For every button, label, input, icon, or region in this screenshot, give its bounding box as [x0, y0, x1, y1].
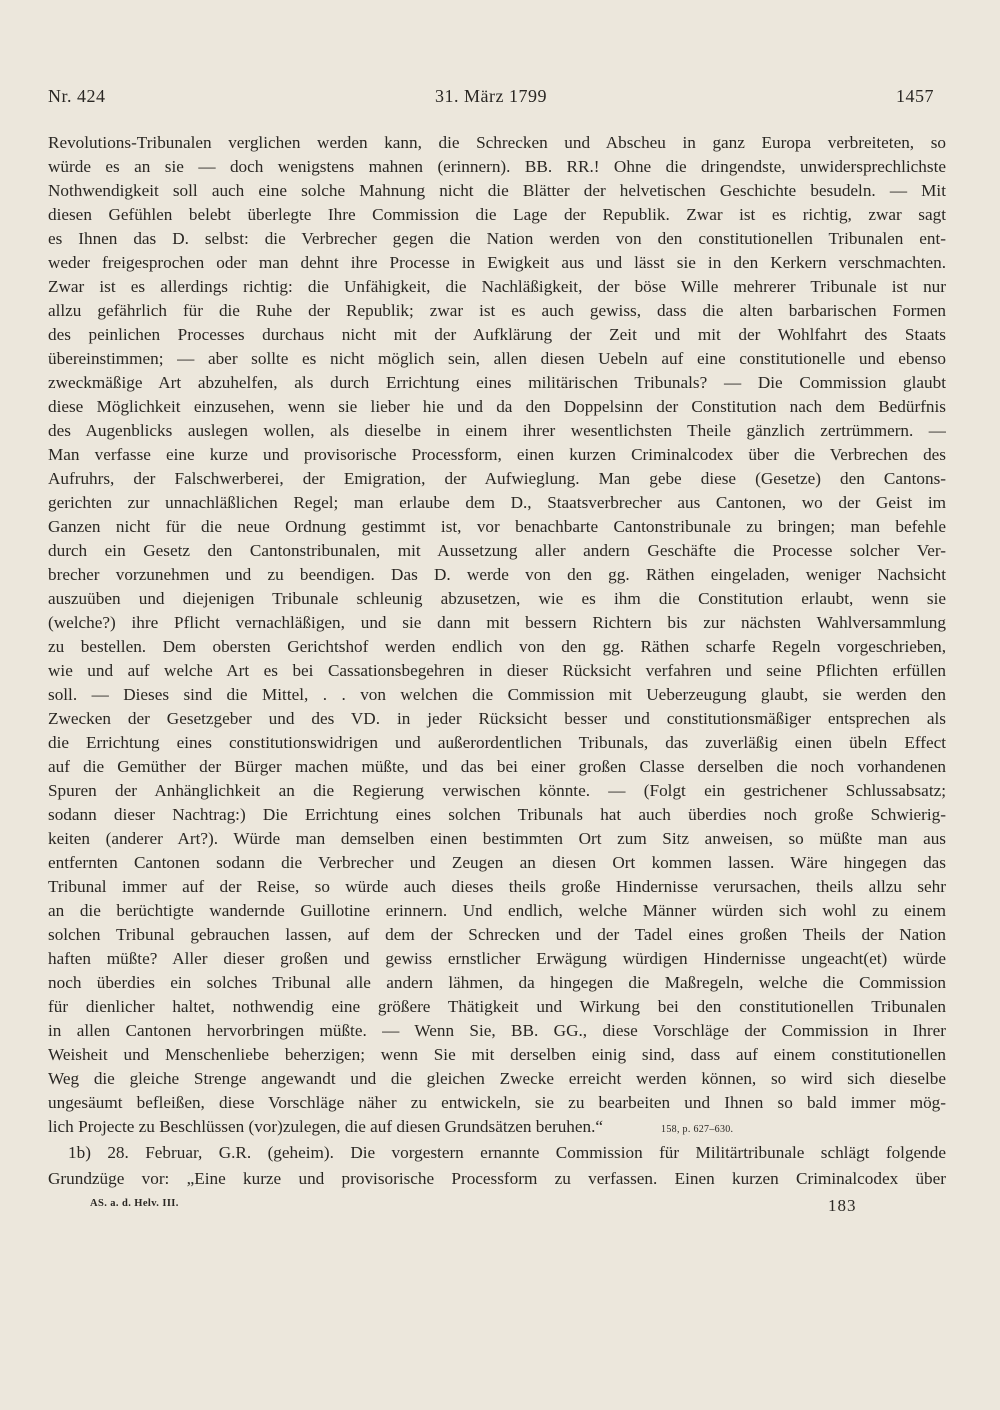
text-line-content: Grundzüge vor: „Eine kurze und provisorische Processform zu verfassen. Einen kurzen Criminalcodex über: [48, 1169, 946, 1188]
text-line: [48, 971, 946, 995]
text-line: [48, 299, 946, 323]
text-line: [48, 995, 946, 1019]
page-header: [48, 86, 934, 116]
text-line-content: lich Projecte zu Beschlüssen (vor)zulegen, die auf diesen Grundsätzen beruhen.“: [48, 1117, 604, 1136]
footer-sheet-number: 183: [828, 1196, 857, 1215]
text-line: [48, 179, 946, 203]
text-line: [48, 275, 946, 299]
text-line-content: würde es an sie — doch wenigstens mahnen (erinnern). BB. RR.! Ohne die dringendste, unwidersprechlichste: [48, 157, 946, 176]
text-line: [48, 371, 946, 395]
text-line-content: es Ihnen das D. selbst: die Verbrecher gegen die Nation werden von den constitutionellen Tribunalen ent-: [48, 229, 946, 248]
text-line: [48, 707, 946, 731]
text-line-content: auszuüben und diejenigen Tribunale schleunig abzusetzen, wie es ihm die Constitution erlaubt, wenn sie: [48, 589, 946, 608]
text-line: [48, 779, 946, 803]
text-line-content: soll. — Dieses sind die Mittel, . . von welchen die Commission mit Ueberzeugung glaubt, sie werden den: [48, 685, 946, 704]
text-line: [48, 395, 946, 419]
text-line: [48, 1019, 946, 1043]
text-line-content: allzu gefährlich für die Ruhe der Republik; zwar ist es auch gewiss, dass die alten barbarischen Formen: [48, 301, 946, 320]
text-line-content: sodann dieser Nachtrag:) Die Errichtung eines solchen Tribunals hat auch überdies noch große Schwierig-: [48, 805, 946, 824]
text-line-content: des Augenblicks auslegen wollen, als dieselbe in einem ihrer wesentlichsten Theile gänzlich zertrümmern. —: [48, 421, 946, 440]
text-line-content: diese Möglichkeit einzusehen, wenn sie lieber hie und da den Doppelsinn der Constitution nach dem Bedürfnis: [48, 397, 946, 416]
text-line-content: noch überdies ein solches Tribunal alle andern lähmen, da hingegen die Maßregeln, welche die Commission: [48, 973, 946, 992]
text-line: [48, 155, 946, 179]
text-line-content: ungesäumt befleißen, diese Vorschläge näher zu entwickeln, sie zu bearbeiten und Ihnen so bald immer mög-: [48, 1093, 946, 1112]
text-line-content: auf die Gemüther der Bürger machen müßte, und das bei einer großen Classe derselben die noch vorhandenen: [48, 757, 946, 776]
text-line: [48, 635, 946, 659]
text-line: [48, 611, 946, 635]
text-line: [48, 539, 946, 563]
text-line: [48, 203, 946, 227]
text-line: [48, 659, 946, 683]
text-line: [48, 899, 946, 923]
text-line-content: haften müßte? Aller dieser großen und gewiss ernstlicher Erwägung würdigen Hindernisse ungeacht(et) würde: [48, 949, 946, 968]
text-line-content: Man verfasse eine kurze und provisorische Processform, einen kurzen Criminalcodex über die Verbrechen des: [48, 445, 946, 464]
text-line: [48, 1091, 946, 1115]
text-line: [48, 1167, 946, 1191]
text-line-content: brecher vorzunehmen und zu beendigen. Das D. werde von den gg. Räthen eingeladen, weniger Nachsicht: [48, 565, 946, 584]
text-line: [48, 515, 946, 539]
text-line: [48, 1043, 946, 1067]
text-line-content: solchen Tribunal gebrauchen lassen, auf dem der Schrecken und der Tadel eines großen Theils der Nation: [48, 925, 946, 944]
text-line: [48, 1067, 946, 1091]
text-line: [48, 731, 946, 755]
text-line: [48, 851, 946, 875]
text-line-content: Ganzen nicht für die neue Ordnung gestimmt ist, vor benachbarte Cantonstribunale zu bringen; man befehle: [48, 517, 946, 536]
text-line-content: 1b) 28. Februar, G.R. (geheim). Die vorgestern ernannte Commission für Militärtribunale schlägt folgende: [68, 1143, 946, 1162]
text-line-content: des peinlichen Processes durchaus nicht mit der Aufklärung der Zeit und mit der Wohlfahrt des Staats: [48, 325, 946, 344]
text-line-content: Weg die gleiche Strenge angewandt und die gleichen Zwecke erreicht werden können, so wird sich dieselbe: [48, 1069, 946, 1088]
text-line: [48, 467, 946, 491]
text-line-content: zweckmäßige Art abzuhelfen, als durch Errichtung eines militärischen Tribunals? — Die Commission glaubt: [48, 373, 946, 392]
text-line: [48, 1141, 946, 1165]
text-line-content: Weisheit und Menschenliebe beherzigen; wenn Sie mit derselben einig sind, dass auf einem constitutionellen: [48, 1045, 946, 1064]
text-line-content: (welche?) ihre Pflicht vernachläßigen, und sie dann mit bessern Richtern bis zur nächsten Wahlversammlung: [48, 613, 946, 632]
text-line: [48, 923, 946, 947]
text-line-content: an die berüchtigte wandernde Guillotine erinnern. Und endlich, welche Männer würden sich wohl zu einem: [48, 901, 946, 920]
text-line: [48, 323, 946, 347]
text-line-content: übereinstimmen; — aber sollte es nicht möglich sein, allen diesen Uebeln auf eine constitutionelle und ebenso: [48, 349, 946, 368]
text-line: [48, 683, 946, 707]
text-line-content: entfernten Cantonen sodann die Verbrecher und Zeugen an diesen Ort kommen lassen. Wäre hingegen das: [48, 853, 946, 872]
text-line-content: wie und auf welche Art es bei Cassationsbegehren in dieser Rücksicht verfahren und seine Pflichten erfüllen: [48, 661, 946, 680]
text-line: [48, 227, 946, 251]
text-line-content: diesen Gefühlen belebt überlegte Ihre Commission die Lage der Republik. Zwar ist es richtig, zwar sagt: [48, 205, 946, 224]
text-line-content: Revolutions-Tribunalen verglichen werden kann, die Schrecken und Abscheu in ganz Europa verbreiteten, so: [48, 133, 946, 152]
text-line-content: gerichten zur unnachläßlichen Regel; man erlaube dem D., Staatsverbrecher aus Cantonen, wo der Geist im: [48, 493, 946, 512]
header-date: 31. März 1799: [435, 86, 547, 106]
text-line-content: Tribunal immer auf der Reise, so würde auch dieses theils große Hindernisse verursachen, theils allzu sehr: [48, 877, 946, 896]
text-line: [48, 419, 946, 443]
text-line-content: Aufruhrs, der Falschwerberei, der Emigration, der Aufwieglung. Man gebe diese (Gesetze) den Cantons-: [48, 469, 946, 488]
text-line-content: keiten (anderer Art?). Würde man demselben einen bestimmten Ort zum Sitz anweisen, so müßte man aus: [48, 829, 946, 848]
text-line: [48, 587, 946, 611]
text-line: [48, 491, 946, 515]
text-line: [48, 947, 946, 971]
document-number: Nr. 424: [48, 86, 106, 106]
text-line: [48, 803, 946, 827]
text-line: [48, 755, 946, 779]
text-line-content: durch ein Gesetz den Cantonstribunalen, mit Aussetzung aller andern Geschäfte die Processe solcher Ver-: [48, 541, 946, 560]
text-line: [48, 347, 946, 371]
text-line: [48, 443, 946, 467]
text-line-content: Zwecken der Gesetzgeber und des VD. in jeder Rücksicht besser und constitutionsmäßiger entsprechen als: [48, 709, 946, 728]
text-line: [48, 131, 946, 155]
text-line-content: weder freigesprochen oder man dehnt ihre Processe in Ewigkeit aus und lässt sie in den Kerkern verschmachten.: [48, 253, 946, 272]
footer-source: AS. a. d. Helv. III.: [90, 1198, 179, 1209]
text-line-content: Zwar ist es allerdings richtig: die Unfähigkeit, die Nachläßigkeit, der böse Wille mehrerer Tribunale ist nur: [48, 277, 946, 296]
text-line: [48, 827, 946, 851]
text-line: [48, 251, 946, 275]
text-line-content: zu bestellen. Dem obersten Gerichtshof werden endlich von den gg. Räthen scharfe Regeln vorgeschrieben,: [48, 637, 946, 656]
text-line-content: die Errichtung eines constitutionswidrigen und außerordentlichen Tribunals, das zuverläßig einen übeln Effect: [48, 733, 946, 752]
text-line: [48, 875, 946, 899]
text-line-content: für dienlicher haltet, nothwendig eine größere Thätigkeit und Wirkung bei den constitutionellen Tribunalen: [48, 997, 946, 1016]
text-line-content: Nothwendigkeit soll auch eine solche Mahnung nicht die Blätter der helvetischen Geschichte besudeln. — Mit: [48, 181, 946, 200]
citation: 158, p. 627–630.: [661, 1124, 734, 1135]
page-number: 1457: [896, 86, 934, 106]
text-line-content: in allen Cantonen hervorbringen müßte. — Wenn Sie, BB. GG., diese Vorschläge der Commission in Ihrer: [48, 1021, 946, 1040]
text-line-content: Spuren der Anhänglichkeit an die Regierung verwischen könnte. — (Folgt ein gestrichener Schlussabsatz;: [48, 781, 946, 800]
text-line: [48, 563, 946, 587]
text-line: [48, 1115, 946, 1139]
